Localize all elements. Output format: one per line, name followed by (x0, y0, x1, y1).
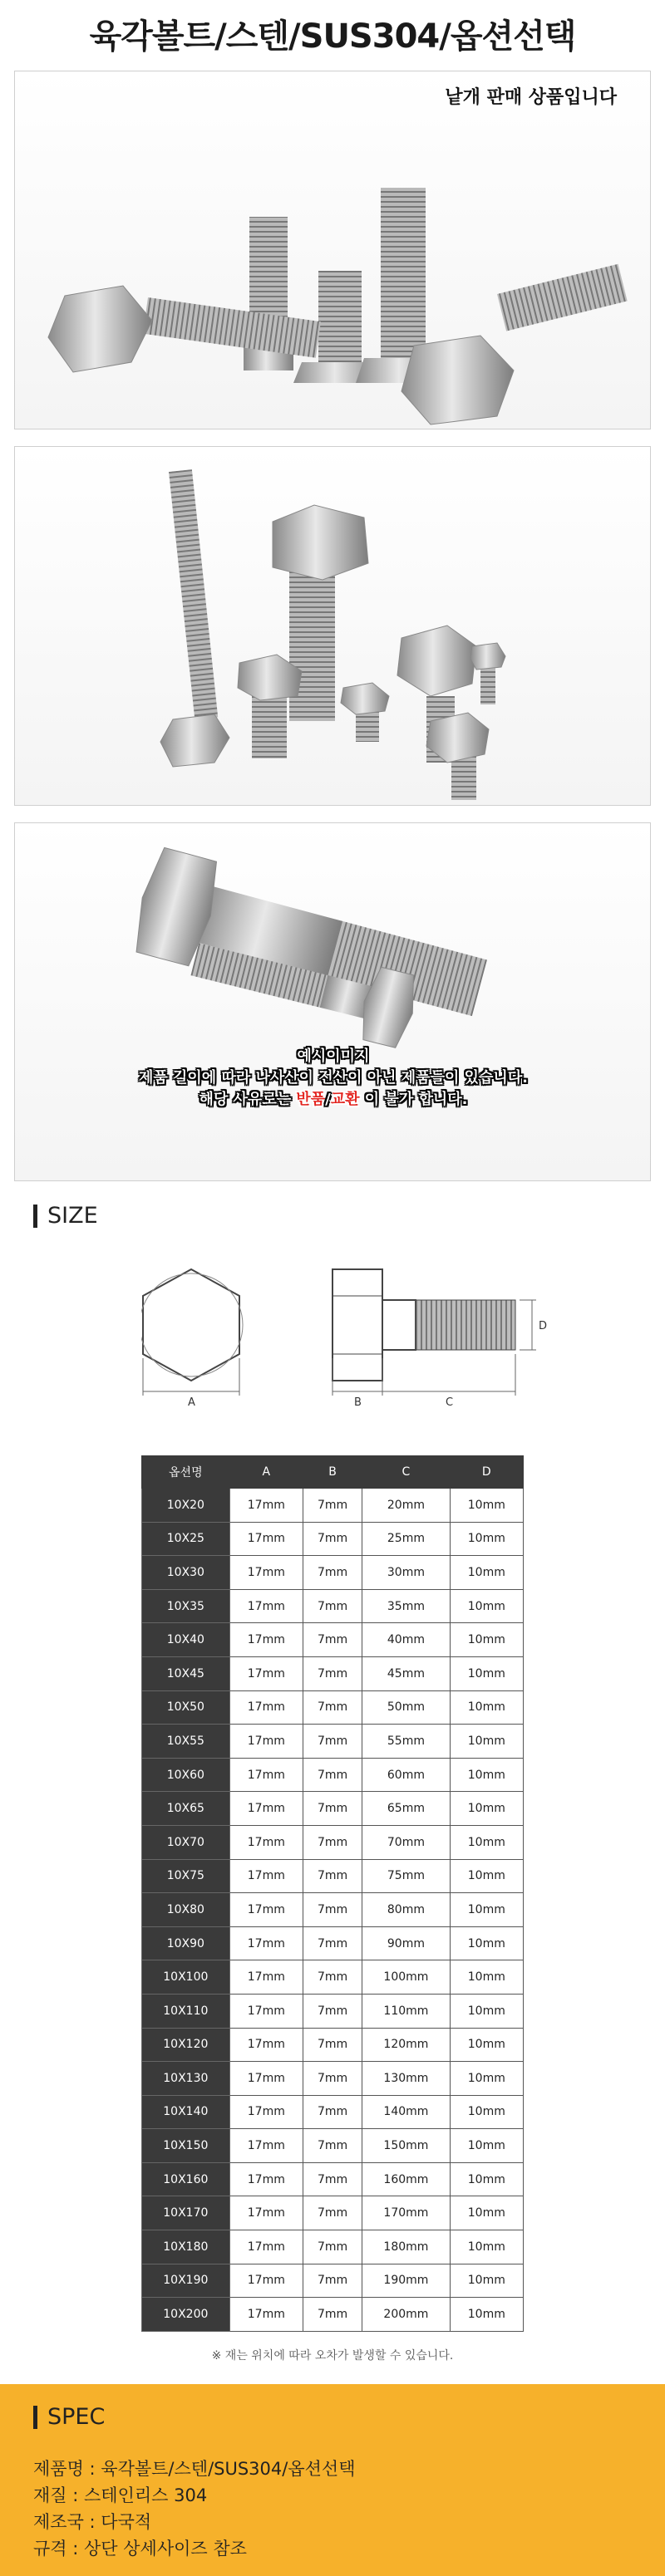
option-name-cell: 10X60 (142, 1758, 230, 1792)
option-name-cell: 10X65 (142, 1792, 230, 1826)
table-row (142, 1656, 524, 1690)
table-cell: 10mm (450, 1960, 523, 1995)
table-cell: 17mm (229, 1556, 303, 1590)
table-cell: 10mm (450, 2162, 523, 2196)
table-cell: 17mm (229, 2062, 303, 2096)
table-row (142, 1792, 524, 1826)
table-cell: 200mm (362, 2298, 450, 2332)
table-cell: 17mm (229, 1489, 303, 1523)
option-name-cell: 10X160 (142, 2162, 230, 2196)
notice-line: 해당 사유로는 반품/교환 이 불가 합니다. (199, 1091, 468, 1108)
table-cell: 17mm (229, 1522, 303, 1556)
table-cell: 110mm (362, 1994, 450, 2028)
column-header: B (303, 1456, 362, 1489)
option-name-cell: 10X20 (142, 1489, 230, 1523)
option-name-cell: 10X110 (142, 1994, 230, 2028)
table-cell: 10mm (450, 1725, 523, 1759)
table-row (142, 2129, 524, 2163)
table-cell: 17mm (229, 1859, 303, 1893)
table-row (142, 1725, 524, 1759)
table-cell: 7mm (303, 1489, 362, 1523)
table-row (142, 2162, 524, 2196)
table-cell: 7mm (303, 1825, 362, 1859)
option-name-cell: 10X130 (142, 2062, 230, 2096)
table-cell: 10mm (450, 1893, 523, 1927)
table-cell: 10mm (450, 1656, 523, 1690)
table-cell: 10mm (450, 2196, 523, 2230)
table-row (142, 2062, 524, 2096)
measurement-note: ※ 재는 위치에 따라 오차가 발생할 수 있습니다. (211, 2349, 454, 2363)
option-name-cell: 10X180 (142, 2230, 230, 2264)
table-cell: 7mm (303, 2129, 362, 2163)
spec-section (0, 2384, 665, 2576)
notice-line: 제품 길이에 따라 나사산이 전산이 아닌 제품들이 있습니다. (138, 1069, 528, 1087)
table-cell: 80mm (362, 1893, 450, 1927)
option-name-cell: 10X40 (142, 1623, 230, 1657)
table-cell: 10mm (450, 1623, 523, 1657)
table-cell: 17mm (229, 2028, 303, 2062)
table-cell: 17mm (229, 1960, 303, 1995)
table-cell: 10mm (450, 1522, 523, 1556)
table-cell: 10mm (450, 1926, 523, 1960)
table-cell: 17mm (229, 2095, 303, 2129)
table-cell: 10mm (450, 1825, 523, 1859)
table-row (142, 1522, 524, 1556)
table-cell: 17mm (229, 1926, 303, 1960)
spec-line-material: 재질 : 스테인리스 304 (33, 2485, 208, 2505)
table-cell: 10mm (450, 1489, 523, 1523)
table-cell: 100mm (362, 1960, 450, 1995)
table-cell: 17mm (229, 1656, 303, 1690)
table-cell: 130mm (362, 2062, 450, 2096)
table-row (142, 1623, 524, 1657)
table-cell: 17mm (229, 1725, 303, 1759)
option-name-cell: 10X30 (142, 1556, 230, 1590)
table-row (142, 2298, 524, 2332)
dim-label-c: C (446, 1396, 454, 1409)
column-header: 옵션명 (142, 1456, 230, 1489)
table-cell: 190mm (362, 2264, 450, 2298)
table-cell: 7mm (303, 2264, 362, 2298)
table-cell: 7mm (303, 1926, 362, 1960)
table-cell: 10mm (450, 1994, 523, 2028)
return-text: 반품 (296, 1091, 326, 1108)
option-name-cell: 10X55 (142, 1725, 230, 1759)
table-row (142, 2196, 524, 2230)
table-cell: 120mm (362, 2028, 450, 2062)
table-row (142, 1859, 524, 1893)
option-name-cell: 10X120 (142, 2028, 230, 2062)
table-row (142, 2264, 524, 2298)
table-row (142, 1994, 524, 2028)
option-name-cell: 10X25 (142, 1522, 230, 1556)
table-cell: 7mm (303, 1725, 362, 1759)
option-name-cell: 10X190 (142, 2264, 230, 2298)
table-row (142, 1960, 524, 1995)
table-cell: 7mm (303, 1556, 362, 1590)
product-photo-example (14, 822, 651, 1181)
table-row (142, 2028, 524, 2062)
table-cell: 30mm (362, 1556, 450, 1590)
option-name-cell: 10X140 (142, 2095, 230, 2129)
option-name-cell: 10X90 (142, 1926, 230, 1960)
single-sale-badge: 낱개 판매 상품입니다 (445, 87, 617, 108)
table-cell: 17mm (229, 1825, 303, 1859)
page-title: 육각볼트/스텐/SUS304/옵션선택 (89, 17, 576, 56)
table-cell: 10mm (450, 2028, 523, 2062)
table-cell: 10mm (450, 1690, 523, 1725)
table-cell: 17mm (229, 2129, 303, 2163)
table-cell: 10mm (450, 1758, 523, 1792)
option-name-cell: 10X45 (142, 1656, 230, 1690)
table-row (142, 1690, 524, 1725)
table-cell: 10mm (450, 2129, 523, 2163)
example-image-notice (15, 1046, 651, 1111)
table-cell: 50mm (362, 1690, 450, 1725)
table-cell: 7mm (303, 1893, 362, 1927)
column-header: A (229, 1456, 303, 1489)
table-cell: 7mm (303, 2196, 362, 2230)
table-cell: 17mm (229, 1589, 303, 1623)
dim-label-a: A (188, 1396, 195, 1409)
heading-bar (33, 1205, 37, 1228)
table-cell: 35mm (362, 1589, 450, 1623)
table-cell: 7mm (303, 2230, 362, 2264)
table-cell: 65mm (362, 1792, 450, 1826)
table-cell: 17mm (229, 1690, 303, 1725)
table-cell: 10mm (450, 2230, 523, 2264)
table-cell: 7mm (303, 1758, 362, 1792)
product-photo-group (14, 446, 651, 806)
table-cell: 10mm (450, 2264, 523, 2298)
table-row (142, 1825, 524, 1859)
table-cell: 180mm (362, 2230, 450, 2264)
table-cell: 170mm (362, 2196, 450, 2230)
table-cell: 17mm (229, 1994, 303, 2028)
column-header: C (362, 1456, 450, 1489)
table-cell: 17mm (229, 2196, 303, 2230)
table-cell: 60mm (362, 1758, 450, 1792)
table-cell: 17mm (229, 2230, 303, 2264)
long-bolt-image (15, 823, 651, 1181)
table-cell: 10mm (450, 2062, 523, 2096)
table-row (142, 2095, 524, 2129)
table-cell: 160mm (362, 2162, 450, 2196)
table-cell: 10mm (450, 1589, 523, 1623)
table-cell: 20mm (362, 1489, 450, 1523)
table-cell: 17mm (229, 1623, 303, 1657)
table-cell: 7mm (303, 1623, 362, 1657)
option-name-cell: 10X170 (142, 2196, 230, 2230)
option-name-cell: 10X50 (142, 1690, 230, 1725)
table-cell: 7mm (303, 1656, 362, 1690)
size-table (141, 1455, 524, 2332)
exchange-text: 교환 (330, 1091, 360, 1108)
option-name-cell: 10X80 (142, 1893, 230, 1927)
table-cell: 140mm (362, 2095, 450, 2129)
table-cell: 10mm (450, 2298, 523, 2332)
table-cell: 7mm (303, 1522, 362, 1556)
spec-line-product-name: 제품명 : 육각볼트/스텐/SUS304/옵션선택 (33, 2459, 356, 2479)
bolt-group-image (15, 71, 651, 429)
table-row (142, 1893, 524, 1927)
table-cell: 10mm (450, 1556, 523, 1590)
option-name-cell: 10X150 (142, 2129, 230, 2163)
table-cell: 7mm (303, 2298, 362, 2332)
bolt-group-image (15, 447, 651, 806)
table-cell: 90mm (362, 1926, 450, 1960)
table-cell: 17mm (229, 2298, 303, 2332)
table-row (142, 2230, 524, 2264)
option-name-cell: 10X100 (142, 1960, 230, 1995)
notice-line: 예시이미지 (297, 1048, 370, 1065)
table-cell: 25mm (362, 1522, 450, 1556)
spec-line-dimensions: 규격 : 상단 상세사이즈 참조 (33, 2539, 247, 2559)
table-row (142, 1489, 524, 1523)
table-cell: 7mm (303, 1792, 362, 1826)
size-heading: SIZE (33, 1203, 98, 1229)
dim-label-d: D (539, 1320, 548, 1332)
table-cell: 70mm (362, 1825, 450, 1859)
table-cell: 7mm (303, 1994, 362, 2028)
table-cell: 7mm (303, 1859, 362, 1893)
table-cell: 7mm (303, 2062, 362, 2096)
heading-bar (33, 2406, 37, 2429)
table-row (142, 1758, 524, 1792)
table-cell: 55mm (362, 1725, 450, 1759)
table-cell: 7mm (303, 1589, 362, 1623)
table-cell: 7mm (303, 2162, 362, 2196)
table-row (142, 1926, 524, 1960)
spec-line-origin: 제조국 : 다국적 (33, 2512, 152, 2532)
spec-heading: SPEC (33, 2404, 105, 2430)
table-cell: 17mm (229, 2162, 303, 2196)
table-cell: 10mm (450, 1859, 523, 1893)
table-cell: 7mm (303, 2095, 362, 2129)
table-cell: 75mm (362, 1859, 450, 1893)
table-cell: 17mm (229, 1792, 303, 1826)
column-header: D (450, 1456, 523, 1489)
table-cell: 45mm (362, 1656, 450, 1690)
table-cell: 10mm (450, 1792, 523, 1826)
option-name-cell: 10X75 (142, 1859, 230, 1893)
product-photo-group (14, 71, 651, 429)
bolt-dimension-diagram (141, 1263, 557, 1429)
table-row (142, 1589, 524, 1623)
table-header-row (142, 1456, 524, 1489)
table-cell: 17mm (229, 1893, 303, 1927)
table-cell: 40mm (362, 1623, 450, 1657)
table-cell: 10mm (450, 2095, 523, 2129)
dim-label-b: B (354, 1396, 362, 1409)
table-cell: 150mm (362, 2129, 450, 2163)
table-cell: 7mm (303, 2028, 362, 2062)
spec-list (33, 2456, 355, 2562)
table-cell: 7mm (303, 1690, 362, 1725)
table-cell: 7mm (303, 1960, 362, 1995)
option-name-cell: 10X70 (142, 1825, 230, 1859)
option-name-cell: 10X200 (142, 2298, 230, 2332)
table-row (142, 1556, 524, 1590)
table-cell: 17mm (229, 1758, 303, 1792)
option-name-cell: 10X35 (142, 1589, 230, 1623)
table-cell: 17mm (229, 2264, 303, 2298)
